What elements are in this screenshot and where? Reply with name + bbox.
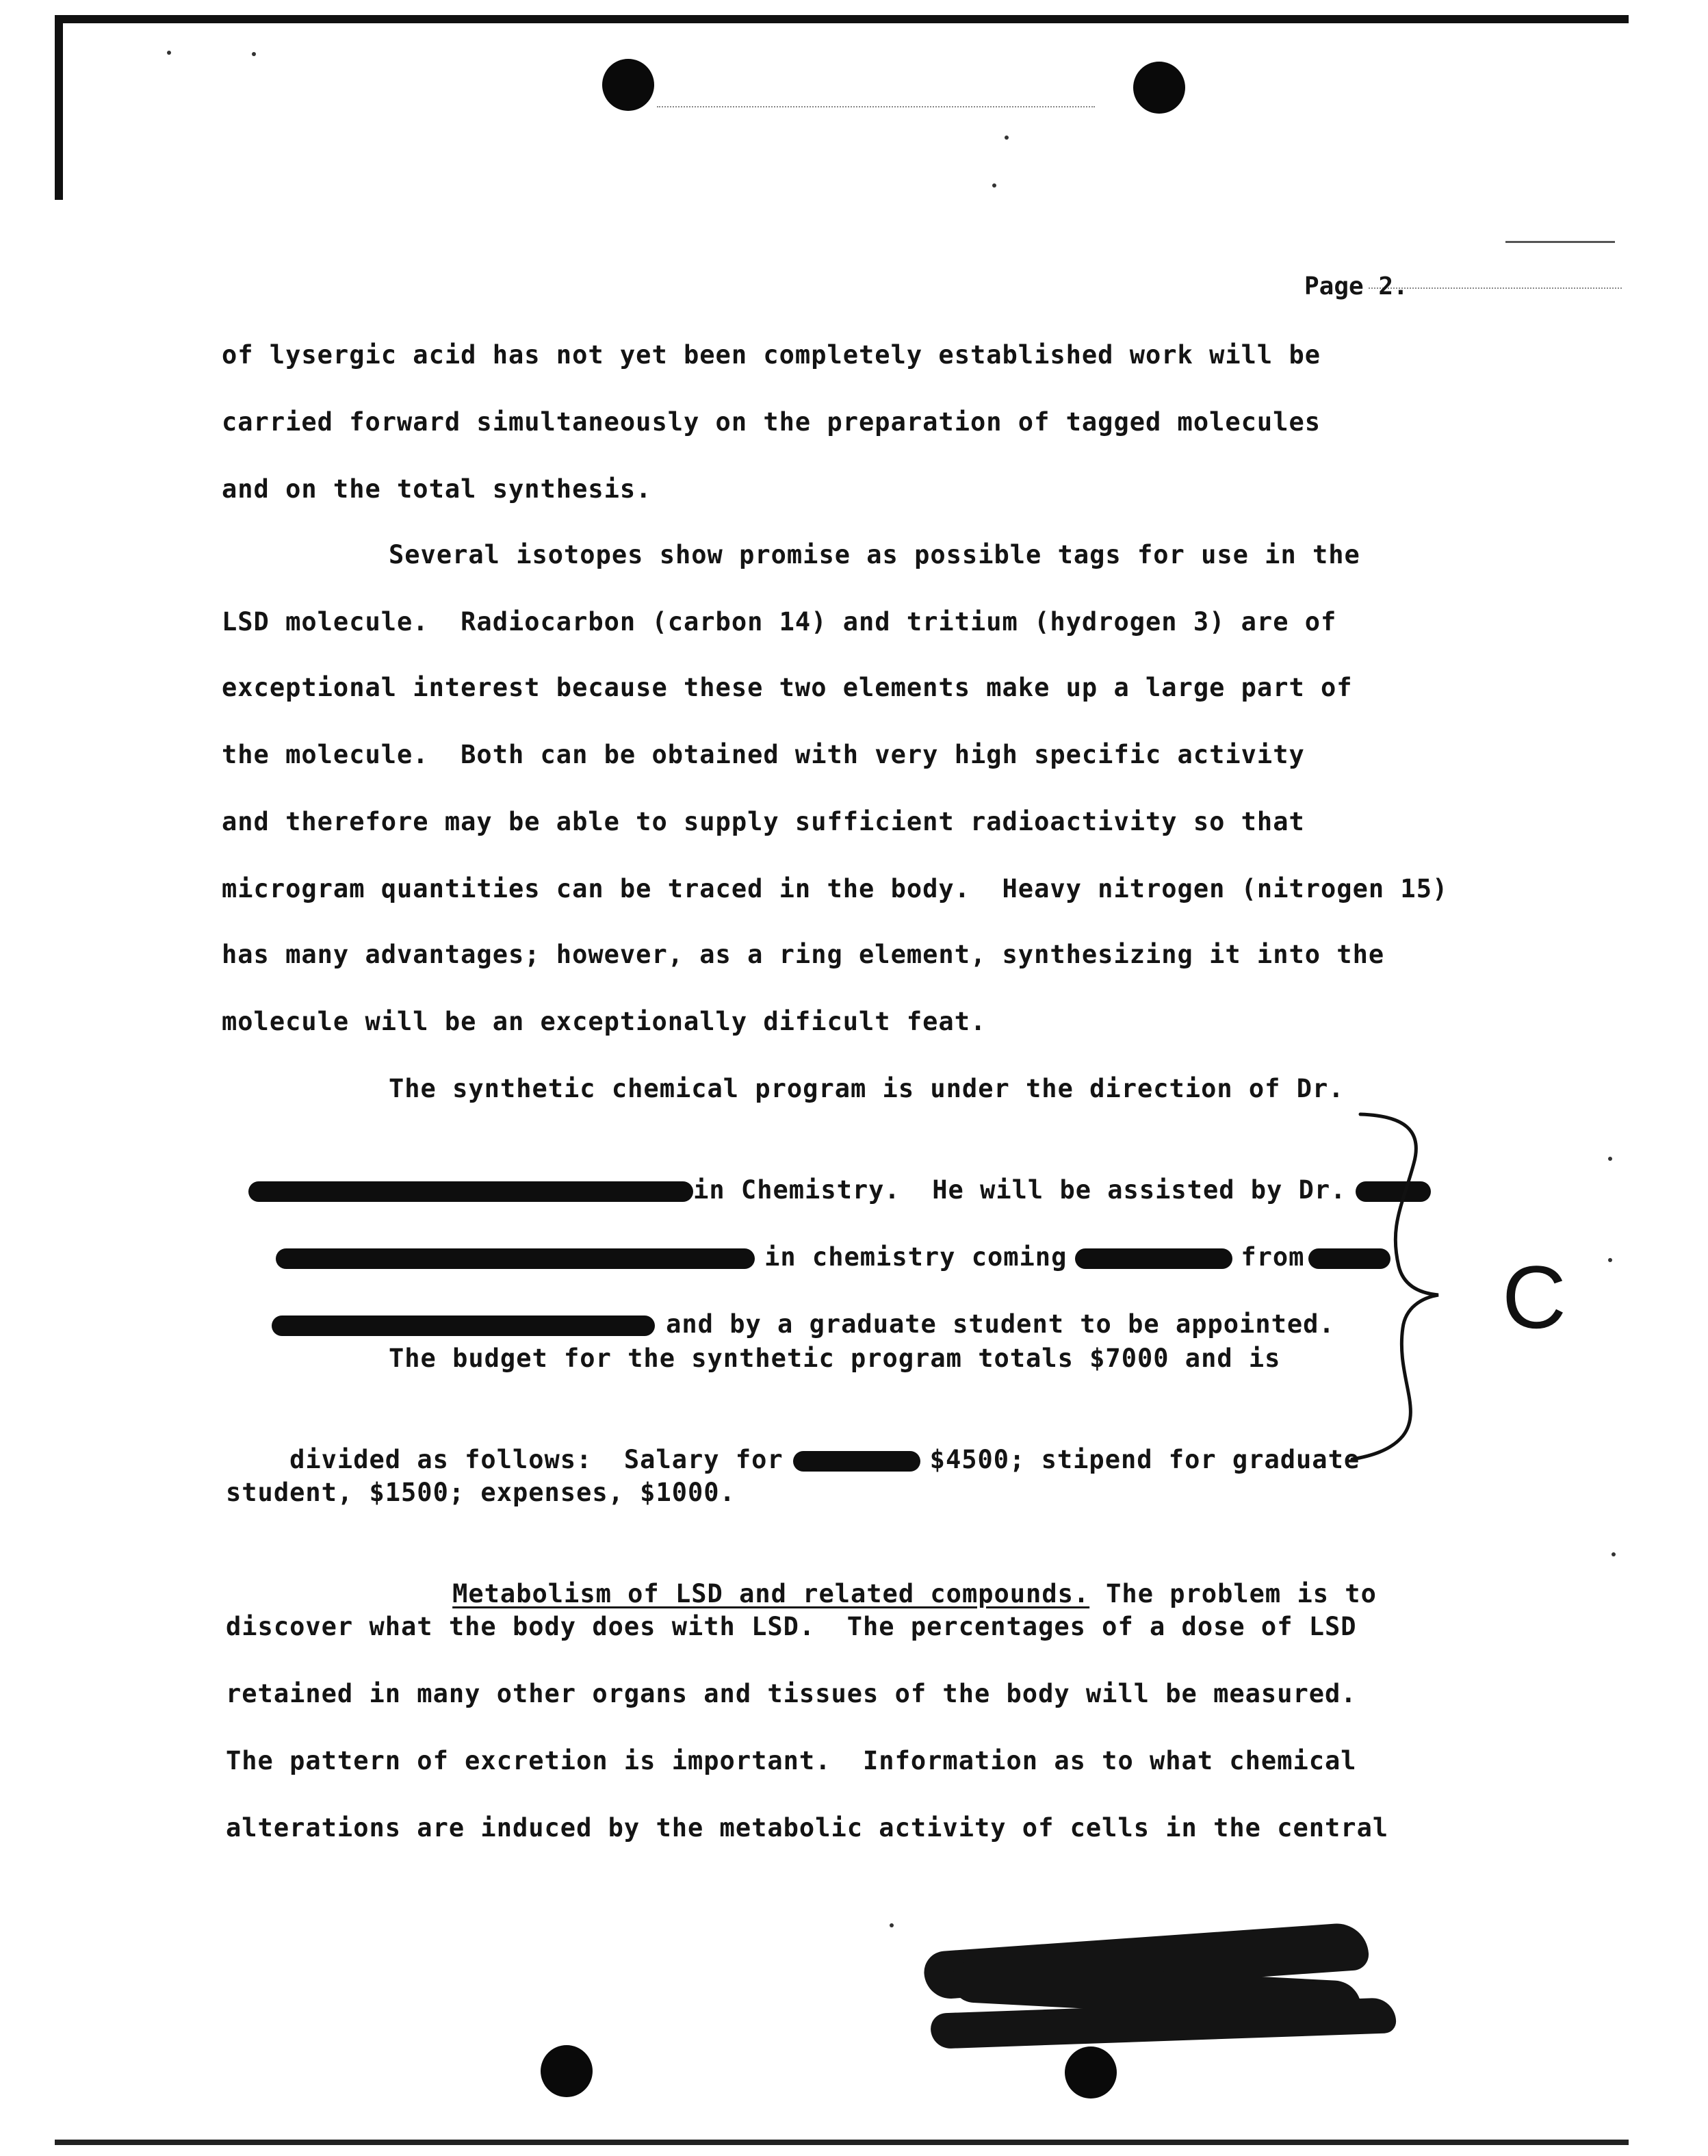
- text-line: student, $1500; expenses, $1000.: [226, 1478, 736, 1507]
- scan-artifact: [890, 1923, 894, 1927]
- text-line: microgram quantities can be traced in the body. Heavy nitrogen (nitrogen 15): [222, 874, 1449, 903]
- punch-hole-bottom-right: [1065, 2046, 1117, 2099]
- punch-hole-top-right: [1133, 62, 1185, 114]
- text-line: LSD molecule. Radiocarbon (carbon 14) and tritium (hydrogen 3) are of: [222, 607, 1337, 637]
- text-line: retained in many other organs and tissues of the body will be measured.: [226, 1679, 1357, 1708]
- redaction-bar: [1075, 1248, 1232, 1269]
- page-number: Page 2.: [1304, 272, 1408, 300]
- text-line: the molecule. Both can be obtained with very high specific activity: [222, 740, 1305, 769]
- text-fragment: divided as follows: Salary for: [289, 1445, 784, 1474]
- bottom-border: [55, 2140, 1629, 2145]
- scan-artifact: [992, 183, 996, 188]
- text-line: Several isotopes show promise as possible tags for use in the: [389, 540, 1360, 569]
- redaction-bar: [930, 1997, 1396, 2049]
- scan-artifact: [1612, 1552, 1616, 1556]
- text-fragment: and by a graduate student to be appointed.: [666, 1309, 1335, 1339]
- section-heading: Metabolism of LSD and related compounds.: [452, 1579, 1090, 1608]
- margin-mark-c: C: [1502, 1247, 1566, 1347]
- punch-hole-bottom-left: [541, 2045, 593, 2097]
- scan-artifact: [252, 52, 256, 56]
- text-line: The pattern of excretion is important. Information as to what chemical: [226, 1746, 1357, 1775]
- scan-artifact: [1608, 1157, 1612, 1161]
- scan-artifact: [1608, 1258, 1612, 1262]
- text-line: and on the total synthesis.: [222, 474, 652, 504]
- text-line: The budget for the synthetic program totals $7000 and is: [389, 1344, 1281, 1373]
- redaction-bar: [793, 1451, 920, 1472]
- text-line: of lysergic acid has not yet been completely established work will be: [222, 340, 1321, 370]
- text-fragment: from: [1241, 1242, 1305, 1272]
- text-line: and therefore may be able to supply sufficient radioactivity so that: [222, 807, 1305, 836]
- scan-artifact: [1505, 241, 1615, 243]
- text-line: exceptional interest because these two elements make up a large part of: [222, 673, 1353, 702]
- top-border: [55, 15, 1629, 23]
- text-fragment: in Chemistry. He will be assisted by Dr.: [693, 1175, 1347, 1205]
- text-line: carried forward simultaneously on the preparation of tagged molecules: [222, 407, 1321, 437]
- text-fragment: $4500; stipend for graduate: [929, 1445, 1360, 1474]
- punch-hole-top-left: [602, 59, 654, 111]
- text-fragment: in chemistry coming: [764, 1242, 1068, 1272]
- text-line: The synthetic chemical program is under the direction of Dr.: [389, 1074, 1345, 1103]
- left-border: [55, 15, 63, 200]
- text-line: has many advantages; however, as a ring element, synthesizing it into the: [222, 940, 1385, 969]
- scan-artifact: [167, 51, 171, 55]
- text-fragment: The problem is to: [1106, 1579, 1377, 1608]
- text-line: alterations are induced by the metabolic activity of cells in the central: [226, 1813, 1389, 1843]
- scan-artifact: [1005, 136, 1009, 140]
- scan-artifact: [657, 106, 1095, 107]
- redaction-bar: [276, 1248, 755, 1269]
- redaction-bar: [272, 1316, 655, 1336]
- redaction-bar: [248, 1181, 693, 1202]
- text-line: molecule will be an exceptionally dificult feat.: [222, 1007, 987, 1036]
- margin-bracket: [1348, 1109, 1444, 1465]
- text-line: discover what the body does with LSD. The percentages of a dose of LSD: [226, 1612, 1357, 1641]
